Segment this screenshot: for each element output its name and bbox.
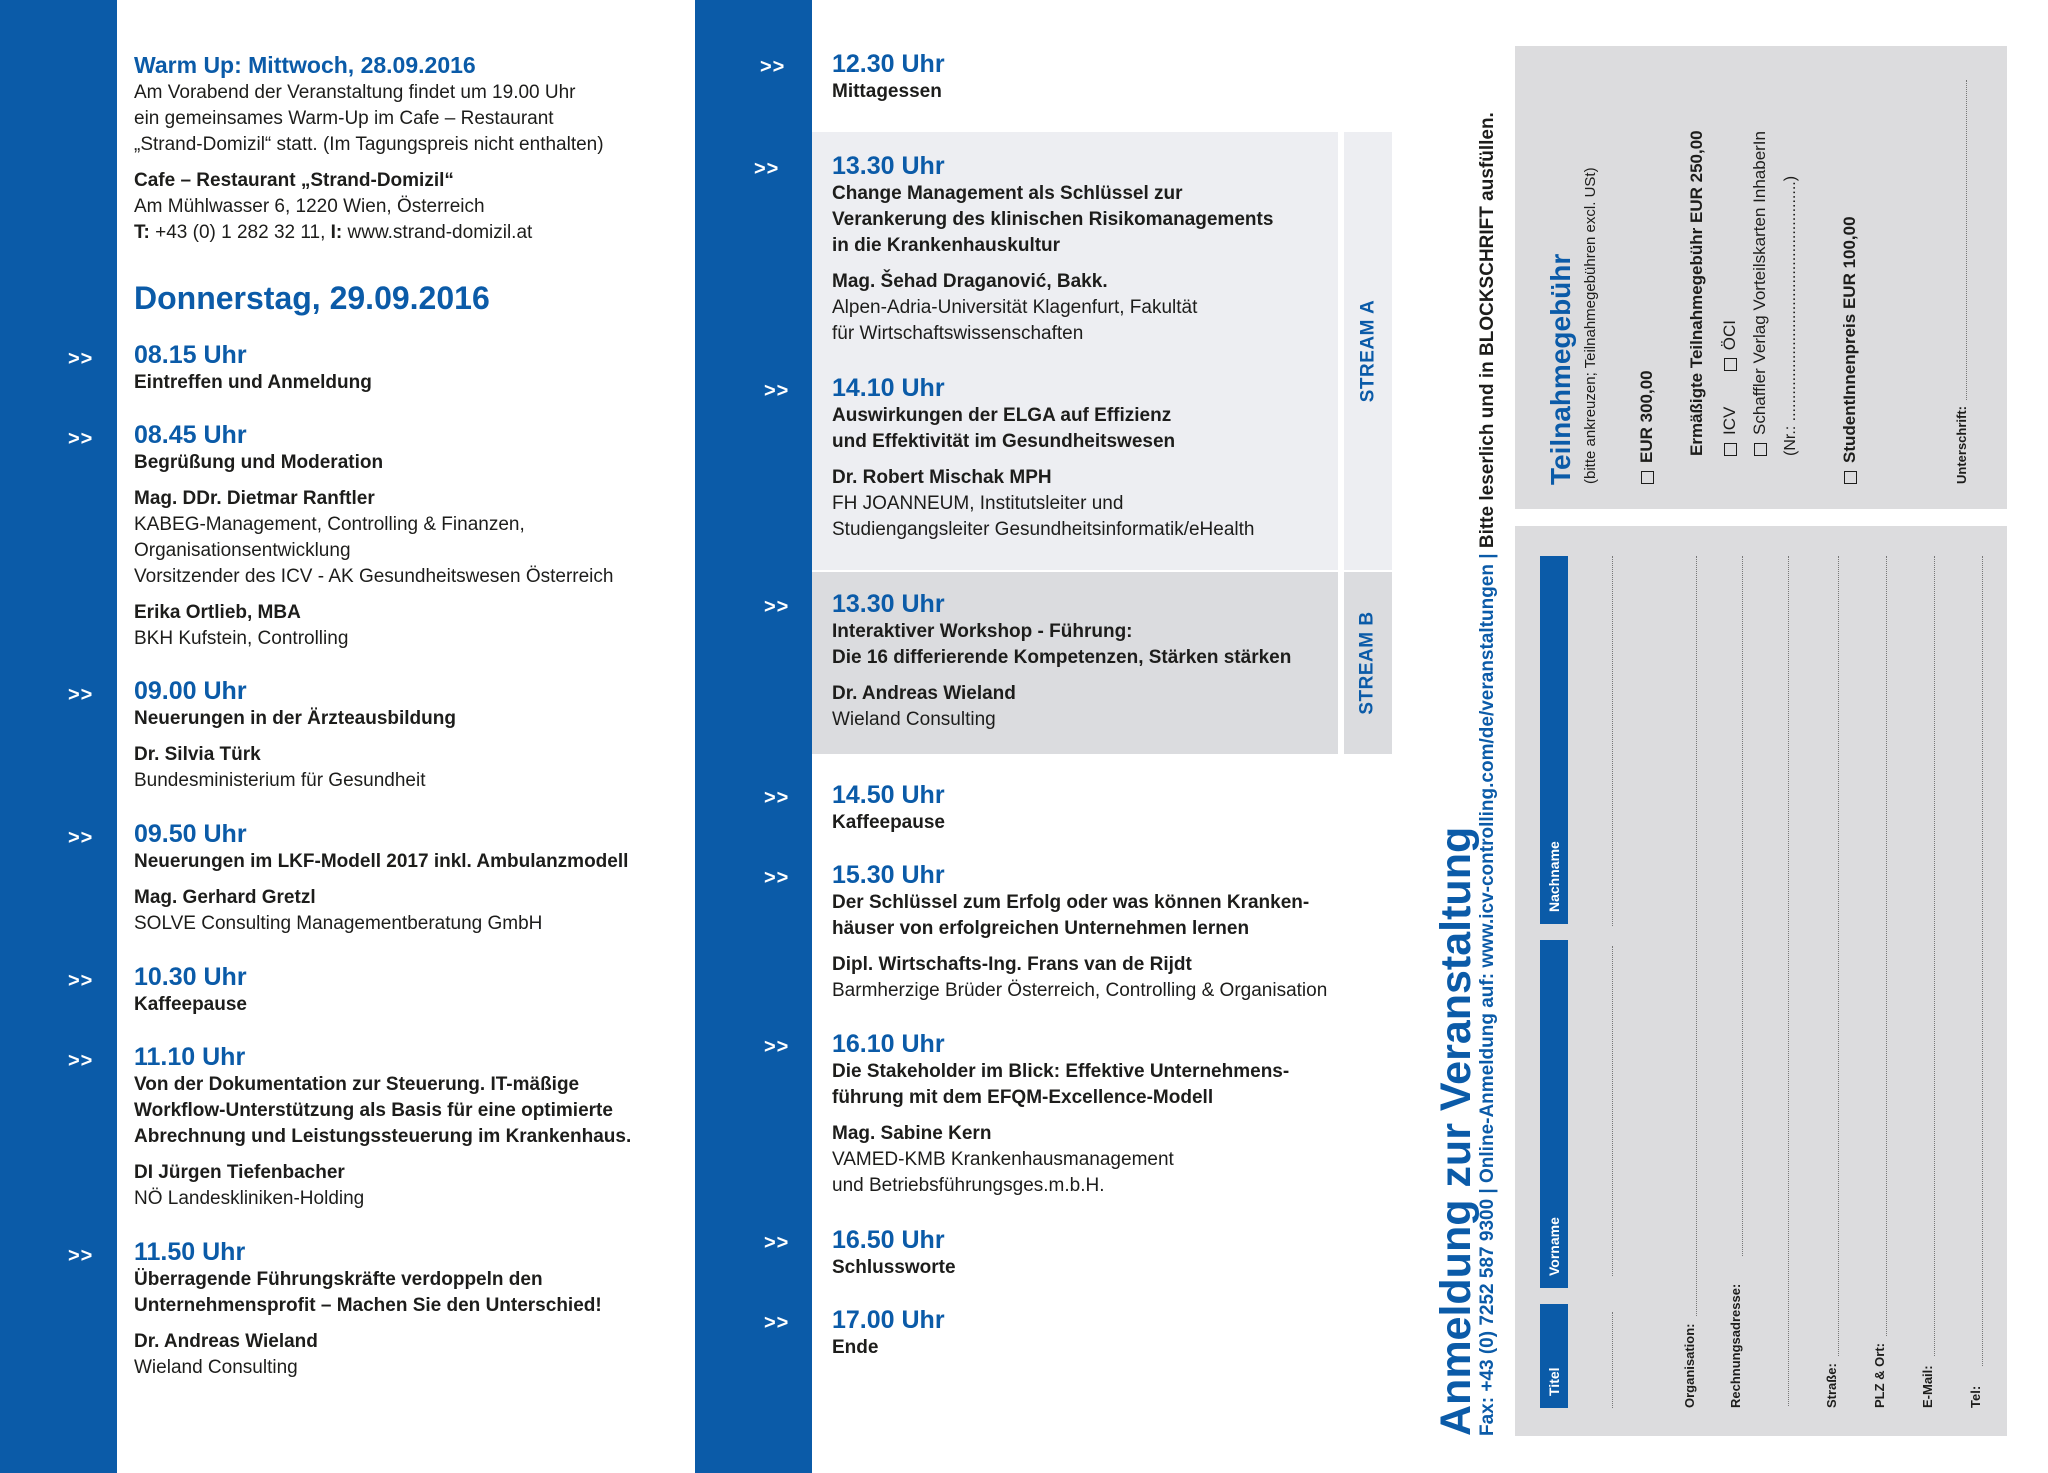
contact-i-label: I: (330, 222, 343, 243)
item-affiliation: Alpen-Adria-Universität Klagenfurt, Fakultät (832, 297, 1198, 318)
item-title: Neuerungen in der Ärzteausbildung (134, 708, 456, 729)
item-title: Kaffeepause (134, 994, 247, 1015)
header-titel-label: Titel (1546, 1367, 1562, 1396)
fee-option-250-label: Ermäßigte Teilnahmegebühr EUR 250,00 (1687, 130, 1706, 456)
arrow-icon: >> (764, 596, 790, 618)
item-title: Abrechnung und Leistungssteuerung im Krankenhaus. (134, 1126, 632, 1147)
agenda-item (134, 962, 247, 1018)
icv-label: ICV (1720, 406, 1739, 435)
item-title: Auswirkungen der ELGA auf Effizienz (832, 405, 1172, 426)
agenda-item (832, 860, 1327, 1004)
item-title: Von der Dokumentation zur Steuerung. IT-mäßige (134, 1074, 580, 1095)
item-time: 13.30 Uhr (832, 152, 945, 180)
contact-web: www.strand-domizil.at (342, 222, 533, 243)
item-title: in die Krankenhauskultur (832, 235, 1061, 256)
form-contact-line (1477, 112, 1499, 1436)
item-affiliation: BKH Kufstein, Controlling (134, 628, 349, 649)
nachname-input-line[interactable] (1612, 556, 1613, 926)
item-speaker: Mag. DDr. Dietmar Ranftler (134, 488, 375, 509)
checkbox-icon[interactable] (1641, 471, 1654, 484)
item-title: Die 16 differierende Kompetenzen, Stärken stärken (832, 647, 1292, 668)
agenda-item (832, 589, 1291, 733)
agenda-item (134, 340, 372, 396)
agenda-item (832, 1305, 945, 1361)
stream-b-tab (1344, 572, 1392, 754)
item-speaker: Dr. Andreas Wieland (134, 1331, 318, 1352)
arrow-icon: >> (764, 1312, 790, 1334)
stream-a-label: STREAM A (1357, 299, 1378, 403)
arrow-icon: >> (764, 1036, 790, 1058)
item-time: 09.00 Uhr (134, 677, 247, 705)
item-time: 15.30 Uhr (832, 861, 945, 889)
item-affiliation: NÖ Landeskliniken-Holding (134, 1188, 365, 1209)
item-title: Schlussworte (832, 1257, 956, 1278)
left-blue-bar (0, 0, 117, 1473)
plz-ort-input-line[interactable] (1886, 556, 1887, 1336)
fax-online-text: Fax: +43 (0) 7252 587 9300 | Online-Anmeldung auf: www.icv-controlling.com/de/veranstaltungen | (1477, 548, 1498, 1436)
organisation-label: Organisation: (1682, 1323, 1697, 1408)
item-time: 11.10 Uhr (134, 1043, 246, 1071)
agenda-item (832, 373, 1254, 543)
warmup-contact (134, 220, 674, 246)
item-affiliation: Organisationsentwicklung (134, 540, 351, 561)
item-title: Ende (832, 1337, 879, 1358)
signature-line[interactable] (1966, 80, 1967, 400)
column-header-nachname (1540, 556, 1568, 924)
item-title: häuser von erfolgreichen Unternehmen lernen (832, 918, 1250, 939)
signature-label: Unterschrift: (1954, 405, 1969, 484)
arrow-icon: >> (760, 56, 786, 78)
oeci-label: ÖCI (1720, 319, 1739, 351)
item-speaker: Dr. Silvia Türk (134, 744, 261, 765)
fee-option-100-label: StudentInnenpreis EUR 100,00 (1840, 216, 1859, 463)
item-title: Die Stakeholder im Blick: Effektive Unternehmens- (832, 1061, 1290, 1082)
warmup-venue: Cafe – Restaurant „Strand-Domizil“ (134, 170, 454, 191)
fee-subtitle: (bitte ankreuzen; Teilnahmegebühren excl. USt) (1582, 167, 1599, 484)
warmup-address: Am Mühlwasser 6, 1220 Wien, Österreich (134, 196, 485, 217)
arrow-icon: >> (764, 1232, 790, 1254)
header-nachname-label: Nachname (1546, 841, 1562, 912)
item-speaker: Erika Ortlieb, MBA (134, 602, 301, 623)
item-title: Neuerungen im LKF-Modell 2017 inkl. Ambulanzmodell (134, 851, 629, 872)
item-affiliation: für Wirtschaftswissenschaften (832, 323, 1084, 344)
agenda-item (134, 1042, 631, 1212)
item-affiliation: KABEG-Management, Controlling & Finanzen, (134, 514, 525, 535)
agenda-item (832, 151, 1273, 347)
item-speaker: Dr. Robert Mischak MPH (832, 467, 1052, 488)
checkbox-icv[interactable] (1724, 443, 1737, 456)
item-time: 10.30 Uhr (134, 963, 247, 991)
item-title: Unternehmensprofit – Machen Sie den Unterschied! (134, 1295, 602, 1316)
agenda-item (832, 780, 945, 836)
fee-option-100[interactable] (1840, 216, 1860, 484)
item-time: 08.15 Uhr (134, 341, 247, 369)
plz-ort-label: PLZ & Ort: (1872, 1343, 1887, 1408)
item-affiliation: VAMED-KMB Krankenhausmanagement (832, 1149, 1174, 1170)
day-heading: Donnerstag, 29.09.2016 (134, 280, 490, 316)
strasse-label: Straße: (1824, 1363, 1839, 1408)
arrow-icon: >> (68, 348, 94, 370)
item-title: Change Management als Schlüssel zur (832, 183, 1183, 204)
item-speaker: Mag. Sabine Kern (832, 1123, 992, 1144)
warmup-line: ein gemeinsames Warm-Up im Cafe – Restaurant (134, 108, 554, 129)
agenda-item (832, 1225, 956, 1281)
item-speaker: Dr. Andreas Wieland (832, 683, 1016, 704)
arrow-icon: >> (764, 867, 790, 889)
item-time: 11.50 Uhr (134, 1238, 246, 1266)
item-title: und Effektivität im Gesundheitswesen (832, 431, 1176, 452)
agenda-item (134, 1237, 602, 1381)
arrow-icon: >> (764, 380, 790, 402)
item-time: 08.45 Uhr (134, 421, 247, 449)
tel-label: Tel: (1968, 1385, 1983, 1408)
item-title: Workflow-Unterstützung als Basis für eine optimierte (134, 1100, 613, 1121)
item-time: 13.30 Uhr (832, 590, 945, 618)
arrow-icon: >> (68, 970, 94, 992)
agenda-item (832, 1029, 1289, 1199)
arrow-icon: >> (764, 787, 790, 809)
column-header-titel (1540, 1304, 1568, 1408)
agenda-item (134, 819, 628, 937)
rechnungsadresse-label: Rechnungsadresse: (1728, 1283, 1743, 1408)
item-time: 16.50 Uhr (832, 1226, 945, 1254)
item-title: Mittagessen (832, 81, 942, 102)
fee-option-schaffler (1750, 131, 1770, 456)
item-title: Überragende Führungskräfte verdoppeln den (134, 1269, 543, 1290)
checkbox-icon[interactable] (1844, 471, 1857, 484)
fee-option-300-label: EUR 300,00 (1637, 370, 1656, 463)
arrow-icon: >> (68, 1245, 94, 1267)
email-input-line[interactable] (1934, 556, 1935, 1356)
item-affiliation: FH JOANNEUM, Institutsleiter und (832, 493, 1124, 514)
fee-title: Teilnahmegebühr (1545, 253, 1576, 485)
item-title: führung mit dem EFQM-Excellence-Modell (832, 1087, 1214, 1108)
rechnungsadresse-input-line-2[interactable] (1788, 556, 1789, 1406)
item-affiliation: Wieland Consulting (134, 1357, 298, 1378)
item-time: 14.10 Uhr (832, 374, 945, 402)
item-speaker: DI Jürgen Tiefenbacher (134, 1162, 345, 1183)
middle-blue-bar (695, 0, 812, 1473)
agenda-item (134, 420, 613, 652)
checkbox-oeci[interactable] (1724, 358, 1737, 371)
warmup-block (134, 50, 674, 246)
item-affiliation: und Betriebsführungsges.m.b.H. (832, 1175, 1105, 1196)
stream-a-tab (1344, 132, 1392, 570)
item-affiliation: SOLVE Consulting Managementberatung GmbH (134, 913, 543, 934)
item-speaker: Dipl. Wirtschafts-Ing. Frans van de Rijdt (832, 954, 1192, 975)
column-header-vorname (1540, 940, 1568, 1288)
contact-t-label: T: (134, 222, 150, 243)
item-time: 14.50 Uhr (832, 781, 945, 809)
fee-option-300[interactable] (1637, 370, 1657, 484)
item-affiliation: Studiengangsleiter Gesundheitsinformatik/eHealth (832, 519, 1255, 540)
item-time: 17.00 Uhr (832, 1306, 945, 1334)
item-time: 12.30 Uhr (832, 50, 945, 78)
item-time: 16.10 Uhr (832, 1030, 945, 1058)
titel-input-line[interactable] (1612, 1312, 1613, 1408)
item-affiliation: Vorsitzender des ICV - AK Gesundheitswesen Österreich (134, 566, 614, 587)
item-time: 09.50 Uhr (134, 820, 247, 848)
checkbox-schaffler[interactable] (1754, 443, 1767, 456)
item-affiliation: Bundesministerium für Gesundheit (134, 770, 426, 791)
blockschrift-note: Bitte leserlich und in BLOCKSCHRIFT ausfüllen. (1477, 112, 1498, 549)
item-title: Kaffeepause (832, 812, 945, 833)
item-title: Interaktiver Workshop - Führung: (832, 621, 1133, 642)
arrow-icon: >> (68, 428, 94, 450)
vorname-input-line[interactable] (1612, 946, 1613, 1276)
item-affiliation: Barmherzige Brüder Österreich, Controlling & Organisation (832, 980, 1328, 1001)
item-affiliation: Wieland Consulting (832, 709, 996, 730)
arrow-icon: >> (754, 158, 780, 180)
form-title: Anmeldung zur Veranstaltung (1432, 826, 1480, 1436)
item-title: Verankerung des klinischen Risikomanagements (832, 209, 1274, 230)
item-speaker: Mag. Šehad Draganović, Bakk. (832, 271, 1108, 292)
arrow-icon: >> (68, 827, 94, 849)
warmup-line: „Strand-Domizil“ statt. (Im Tagungspreis nicht enthalten) (134, 134, 604, 155)
stream-b-label: STREAM B (1357, 611, 1379, 715)
header-vorname-label: Vorname (1546, 1217, 1562, 1276)
schaffler-nr-field[interactable]: (Nr.: ......................................................) (1782, 175, 1799, 456)
rechnungsadresse-input-line-1[interactable] (1742, 556, 1743, 1256)
organisation-input-line[interactable] (1696, 556, 1697, 1316)
strasse-input-line[interactable] (1838, 556, 1839, 1356)
item-title: Der Schlüssel zum Erfolg oder was können Kranken- (832, 892, 1310, 913)
warmup-line: Am Vorabend der Veranstaltung findet um 19.00 Uhr (134, 82, 576, 103)
arrow-icon: >> (68, 1050, 94, 1072)
fee-option-icv-oeci (1720, 320, 1740, 456)
schaffler-label: Schaffler Verlag Vorteilskarten InhaberIn (1750, 131, 1769, 435)
agenda-item (832, 49, 945, 105)
item-title: Begrüßung und Moderation (134, 452, 384, 473)
item-speaker: Mag. Gerhard Gretzl (134, 887, 316, 908)
item-title: Eintreffen und Anmeldung (134, 372, 372, 393)
email-label: E-Mail: (1920, 1365, 1935, 1408)
agenda-item (134, 676, 456, 794)
arrow-icon: >> (68, 684, 94, 706)
tel-input-line[interactable] (1982, 556, 1983, 1366)
contact-phone: +43 (0) 1 282 32 11, (149, 222, 331, 243)
warmup-heading: Warm Up: Mittwoch, 28.09.2016 (134, 52, 476, 78)
